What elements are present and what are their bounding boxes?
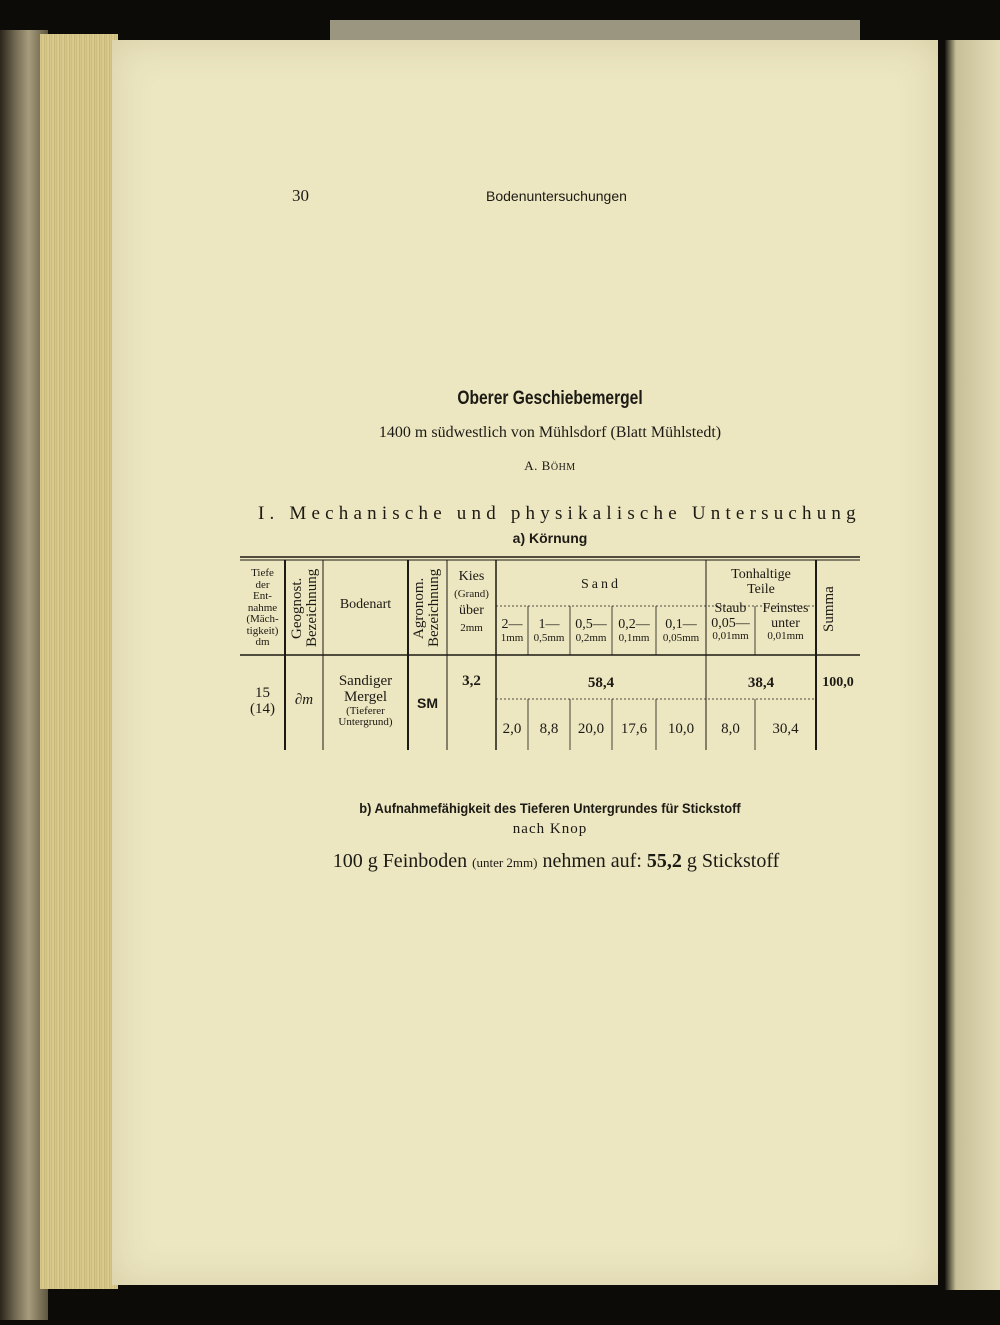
- header-ton-line: Tonhaltige: [731, 567, 791, 582]
- header-ton-line: Teile: [747, 581, 775, 597]
- author-initial: A. B: [524, 458, 551, 473]
- header-tiefe-line: nahme: [247, 601, 278, 614]
- cell-bodenart-line: Mergel: [343, 688, 388, 705]
- header-sand-col: [528, 618, 570, 644]
- running-title: Bodenuntersuchungen: [486, 188, 627, 204]
- result-prefix: 100 g Feinboden: [332, 850, 468, 872]
- sand-col-line: 0,1—: [665, 617, 697, 632]
- header-summa: Summa: [821, 586, 837, 632]
- header-kies-line: Kies: [458, 569, 485, 584]
- background-band: [330, 20, 860, 42]
- page-edges: [40, 34, 118, 1289]
- header-sand-col: [570, 618, 612, 644]
- header-kies-line: 2mm: [460, 621, 483, 634]
- adjacent-page: [945, 40, 1000, 1290]
- result-value: 55,2: [646, 850, 682, 872]
- cell-sand-value: 2,0: [502, 721, 522, 737]
- header-tiefe-line: Ent-: [253, 590, 272, 603]
- author-rest: ÖHM: [550, 462, 576, 473]
- header-staub: [706, 602, 755, 643]
- header-feinstes-line: Feinstes: [762, 601, 809, 616]
- sand-col-line: 1—: [538, 617, 560, 632]
- cell-sand-total: 58,4: [587, 675, 615, 691]
- header-feinstes: [755, 602, 816, 643]
- grain-size-table: [240, 556, 860, 756]
- sand-col-line: 0,2—: [618, 617, 650, 632]
- document-title: Oberer Geschiebemergel: [457, 388, 643, 409]
- header-feinstes-line: 0,01mm: [767, 630, 804, 643]
- header-tiefe-line: Tiefe: [251, 567, 274, 579]
- sand-col-line: 1mm: [500, 631, 524, 644]
- header-sand-col: [496, 618, 528, 644]
- subsection-heading: a) Körnung: [512, 530, 588, 546]
- cell-tiefe: [240, 686, 285, 718]
- page-number: 30: [292, 186, 309, 205]
- sand-col-line: 0,1mm: [618, 631, 650, 644]
- result-paren: (unter 2mm): [472, 855, 538, 870]
- header-sand-col: [656, 618, 706, 644]
- cell-agronom: SM: [417, 695, 438, 711]
- header-tiefe-line: (Mäch-: [246, 613, 279, 626]
- header-sand: Sand: [581, 577, 621, 592]
- header-staub-line: 0,05—: [711, 615, 750, 631]
- location-line: 1400 m südwestlich von Mühlsdorf (Blatt Mühlstedt): [378, 424, 722, 441]
- cell-ton-total: 38,4: [747, 675, 775, 691]
- cell-bodenart: [323, 674, 408, 729]
- header-geognost: Geognost. Bezeichnung: [289, 568, 320, 648]
- header-agronom: Agronom. Bezeichnung: [411, 568, 442, 648]
- cell-bodenart-line: Sandiger: [338, 673, 393, 689]
- sand-col-line: 0,5mm: [533, 631, 565, 644]
- header-ton: [706, 568, 816, 597]
- sand-col-line: 0,05mm: [662, 631, 700, 644]
- cell-tiefe-paren: (14): [250, 700, 275, 717]
- header-tiefe-line: dm: [255, 636, 270, 649]
- header-staub-line: Staub: [714, 601, 747, 616]
- cell-staub: 8,0: [721, 721, 740, 737]
- cell-feinstes: 30,4: [772, 721, 799, 737]
- cell-summa: 100,0: [822, 675, 854, 690]
- header-kies-line: über: [459, 603, 484, 619]
- header-kies: [447, 570, 496, 634]
- cell-sand-value: 17,6: [620, 721, 648, 737]
- cell-sand-value: 20,0: [577, 721, 605, 737]
- cell-tiefe-value: 15: [255, 685, 270, 701]
- author: [300, 458, 800, 474]
- sand-col-line: 2—: [501, 617, 523, 632]
- cell-sand-value: 8,8: [539, 721, 559, 737]
- header-feinstes-line: unter: [771, 615, 800, 631]
- sand-col-line: 0,2mm: [575, 631, 607, 644]
- header-sand-col: [612, 618, 656, 644]
- cell-sand-value: 10,0: [667, 721, 695, 737]
- result-line: [296, 850, 816, 873]
- method-line: nach Knop: [512, 821, 588, 837]
- sand-col-line: 0,5—: [575, 617, 607, 632]
- result-suffix: g Stickstoff: [686, 850, 780, 872]
- result-middle: nehmen auf:: [542, 850, 642, 872]
- header-tiefe: [240, 568, 285, 649]
- cell-bodenart-line: (Tieferer: [346, 704, 385, 717]
- section-heading: I. Mechanische und physikalische Untersuchung: [258, 503, 861, 524]
- cell-bodenart-line: Untergrund): [338, 716, 393, 729]
- section-b-heading: b) Aufnahmefähigkeit des Tieferen Untergrundes für Stickstoff: [359, 800, 741, 816]
- header-tiefe-line: der: [255, 578, 270, 591]
- cell-geognost: ∂m: [294, 692, 314, 708]
- header-tiefe-line: tigkeit): [246, 624, 279, 637]
- header-staub-line: 0,01mm: [712, 630, 749, 643]
- cell-kies: 3,2: [462, 673, 481, 689]
- header-bodenart: Bodenart: [339, 597, 392, 612]
- header-kies-line: (Grand): [454, 587, 489, 600]
